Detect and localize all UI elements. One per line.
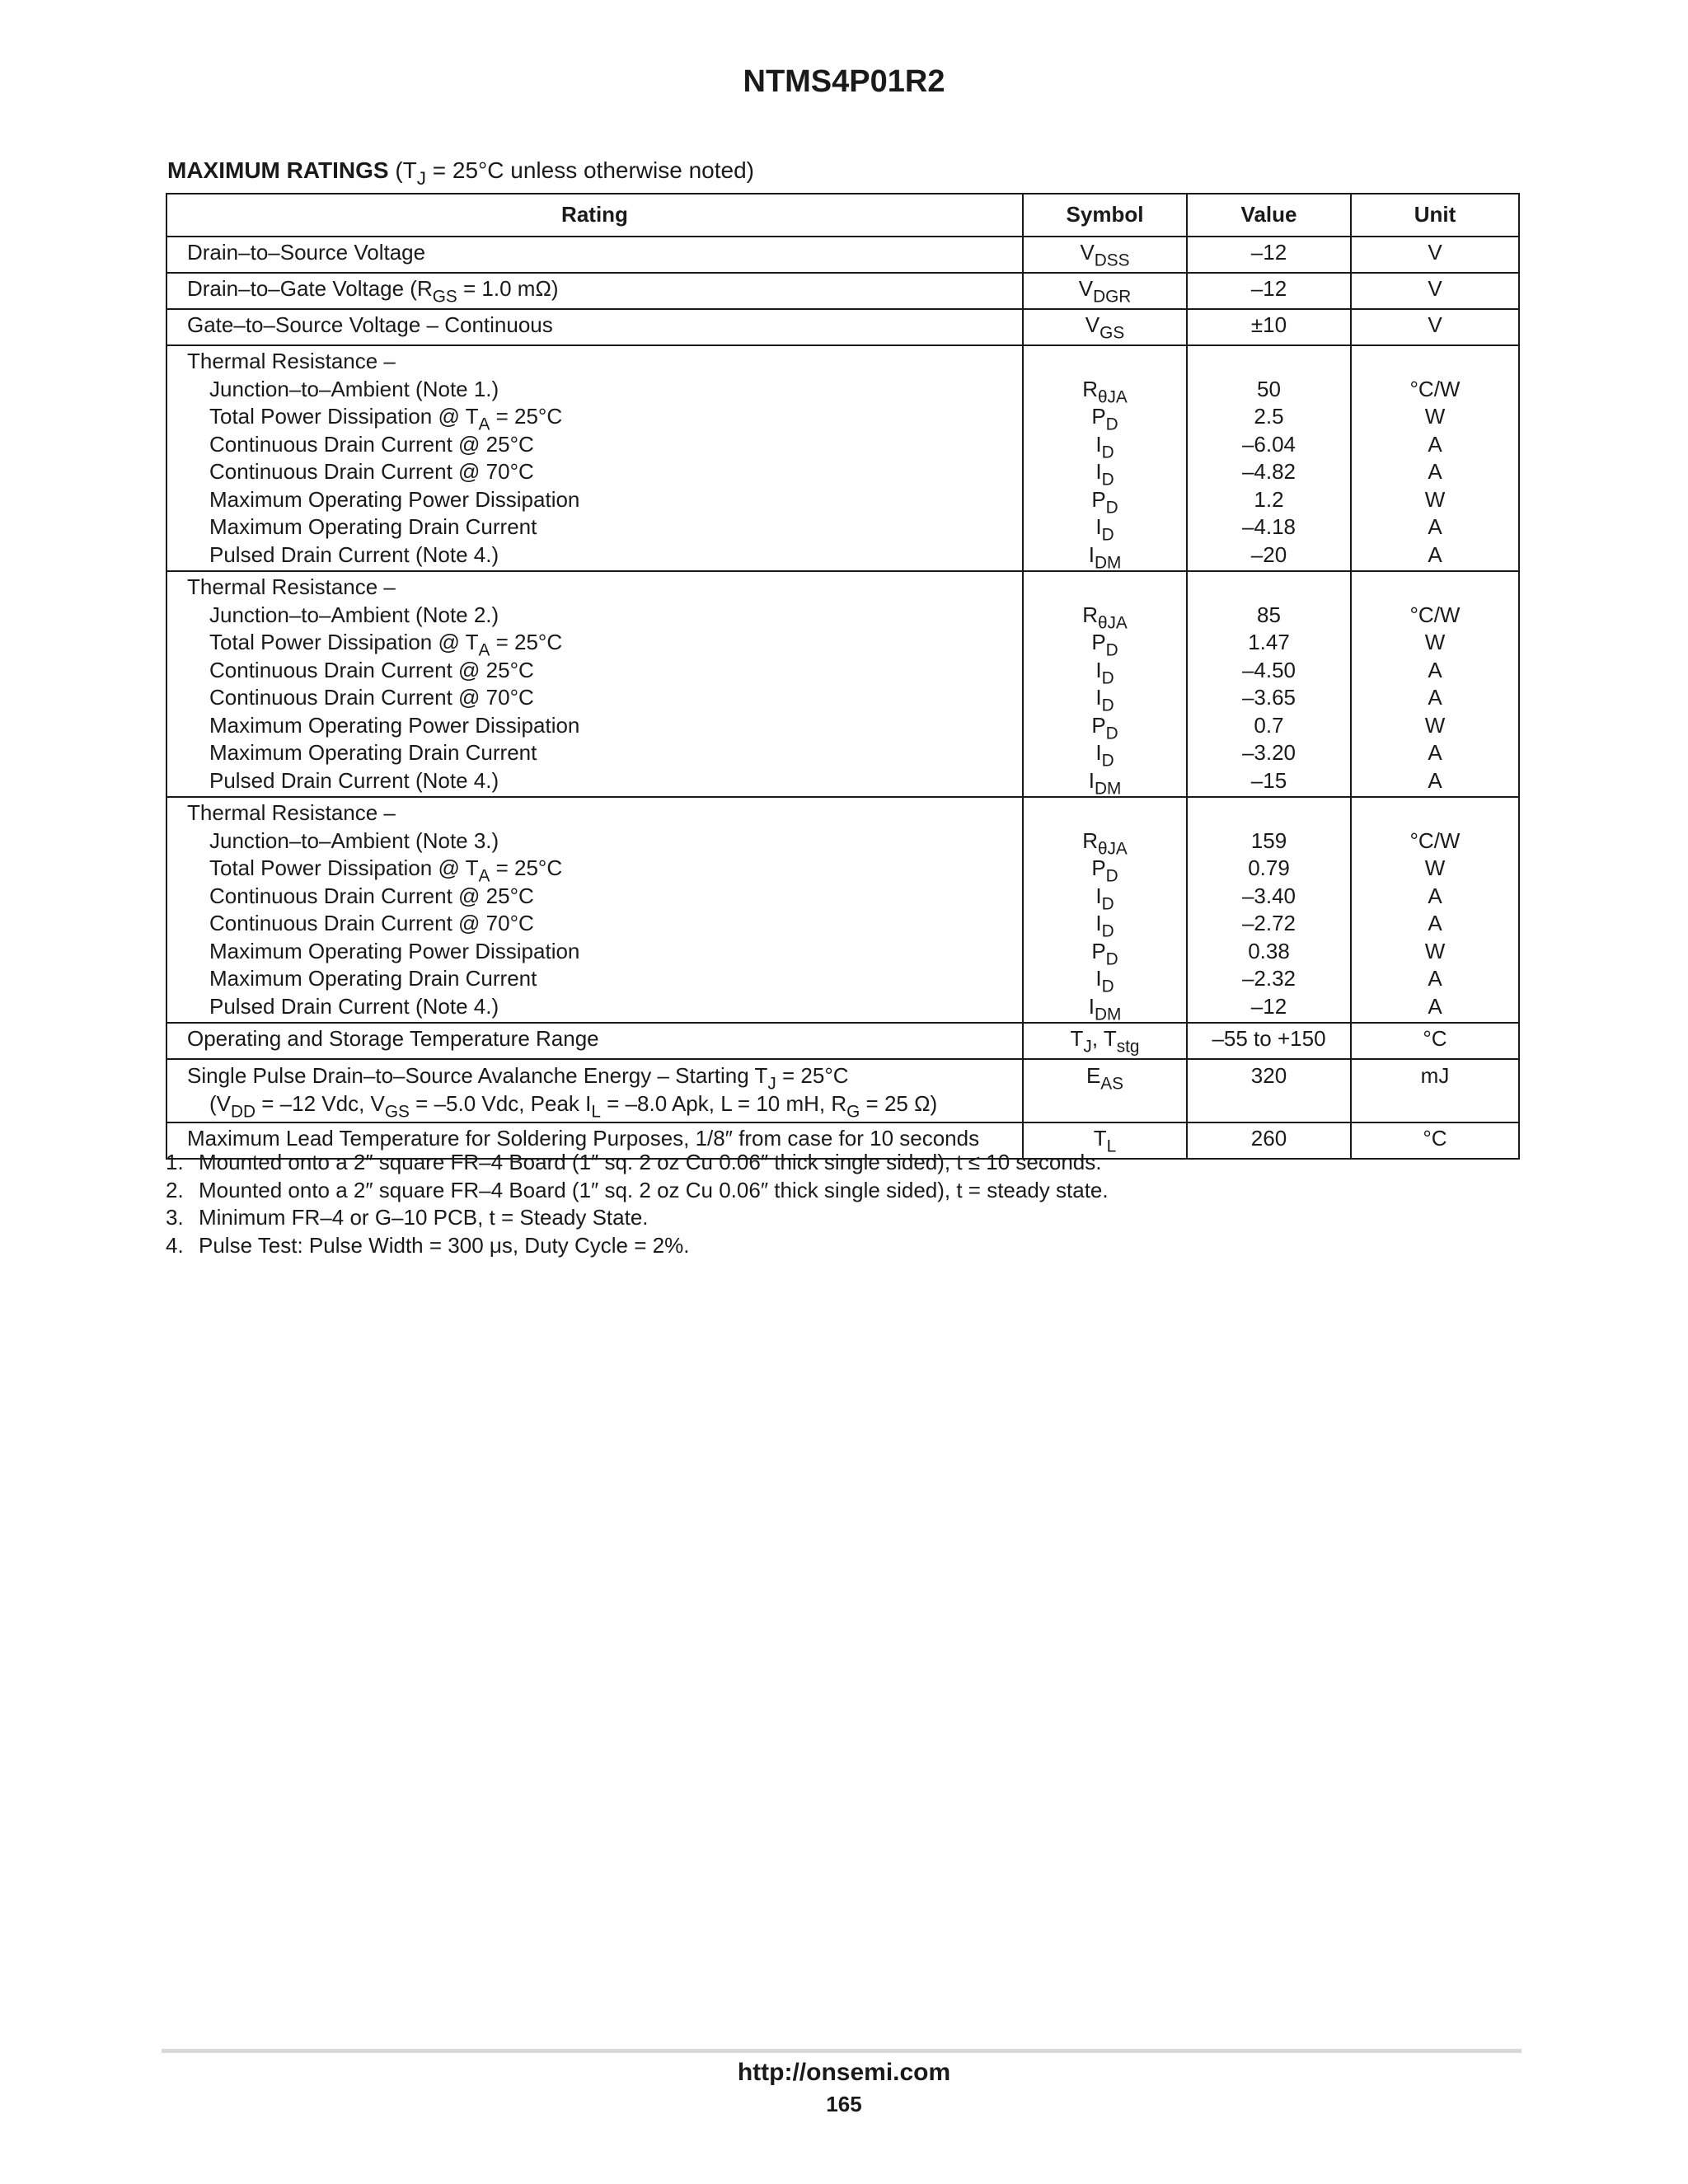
footnote: 1. Mounted onto a 2″ square FR–4 Board (1″ sq. 2 oz Cu 0.06″ thick single sided), t ≤ 10 seconds.	[166, 1150, 1102, 1174]
rating-cell: Maximum Lead Temperature for Soldering Purposes, 1/8″ from case for 10 seconds	[166, 1122, 1023, 1159]
group-heading: Thermal Resistance –	[187, 349, 396, 373]
group-heading: Thermal Resistance –	[187, 574, 396, 599]
maximum-ratings-table	[166, 193, 1520, 1160]
section-condition: ($T_J = 25^\circ C$ unless otherwise noted)	[395, 157, 754, 189]
section-heading	[167, 157, 754, 189]
symbol-cell: $V_{DGR}$	[1023, 273, 1187, 309]
symbol-cell: $R_{\theta JA}$ $P_D$ $I_D$ $I_D$ $P_D$ $I_D$ $I_{DM}$	[1023, 571, 1187, 797]
table-header-row	[166, 194, 1519, 237]
footnote: 4. Pulse Test: Pulse Width = 300 μs, Duty Cycle = 2%.	[166, 1232, 690, 1258]
rating-cell: Thermal Resistance – Junction–to–Ambient (Note 2.) Total Power Dissipation @ $T_A = 25^\circ C$ Continuous Drain Current @ 25°C Continuous Drain Current @ 70°C Maximum Operating Power Dissipation Maximum Operating Drain Current Pulsed Drain Current (Note 4.)	[166, 571, 1023, 797]
rating-cell: Thermal Resistance – Junction–to–Ambient (Note 3.) Total Power Dissipation @ $T_A = 25^\circ C$ Continuous Drain Current @ 25°C Continuous Drain Current @ 70°C Maximum Operating Power Dissipation Maximum Operating Drain Current Pulsed Drain Current (Note 4.)	[166, 797, 1023, 1023]
table-row	[166, 237, 1519, 273]
value-cell: 159 0.79 –3.40 –2.72 0.38 –2.32 –12	[1187, 797, 1351, 1023]
symbol-cell: $R_{\theta JA}$ $P_D$ $I_D$ $I_D$ $P_D$ $I_D$ $I_{DM}$	[1023, 345, 1187, 571]
symbol-cell: $R_{\theta JA}$ $P_D$ $I_D$ $I_D$ $P_D$ $I_D$ $I_{DM}$	[1023, 797, 1187, 1023]
page-number: 165	[826, 2092, 862, 2116]
unit-cell: mJ	[1351, 1059, 1519, 1122]
table-row	[166, 309, 1519, 345]
header-value: Value	[1187, 194, 1351, 237]
unit-cell: °C/W W A A W A A	[1351, 571, 1519, 797]
symbol-cell: $T_L$	[1023, 1122, 1187, 1159]
value-cell: 320	[1187, 1059, 1351, 1122]
footnote: 2. Mounted onto a 2″ square FR–4 Board (1″ sq. 2 oz Cu 0.06″ thick single sided), t = steady state.	[166, 1177, 1109, 1202]
table-row-thermal-group-1	[166, 345, 1519, 571]
unit-cell: V	[1351, 273, 1519, 309]
footer-divider	[162, 2049, 1522, 2053]
value-cell: –55 to +150	[1187, 1023, 1351, 1059]
unit-cell: V	[1351, 237, 1519, 273]
header-rating: Rating	[166, 194, 1023, 237]
value-cell: 50 2.5 –6.04 –4.82 1.2 –4.18 –20	[1187, 345, 1351, 571]
value-cell: 260	[1187, 1122, 1351, 1159]
header-unit: Unit	[1351, 194, 1519, 237]
table-row	[166, 1023, 1519, 1059]
group-heading: Thermal Resistance –	[187, 800, 396, 825]
rating-cell: Operating and Storage Temperature Range	[166, 1023, 1023, 1059]
table-row-thermal-group-3	[166, 797, 1519, 1023]
header-symbol: Symbol	[1023, 194, 1187, 237]
unit-cell: V	[1351, 309, 1519, 345]
symbol-cell: $E_{AS}$	[1023, 1059, 1187, 1122]
page-title: NTMS4P01R2	[743, 64, 945, 99]
value-cell: ±10	[1187, 309, 1351, 345]
value-cell: 85 1.47 –4.50 –3.65 0.7 –3.20 –15	[1187, 571, 1351, 797]
rating-cell: Single Pulse Drain–to–Source Avalanche Energy – Starting $T_J = 25^\circ C$ ($V_{DD} = -12$ Vdc, $V_{GS} = -5.0$ Vdc, Peak $I_L = -8.0$ Apk, L = 10 mH, $R_G = 25$ Ω)	[166, 1059, 1023, 1122]
unit-cell: °C/W W A A W A A	[1351, 797, 1519, 1023]
table-row	[166, 273, 1519, 309]
symbol-cell: $T_J$, $T_{stg}$	[1023, 1023, 1187, 1059]
unit-cell: °C/W W A A W A A	[1351, 345, 1519, 571]
symbol-cell: $V_{GS}$	[1023, 309, 1187, 345]
footnotes	[166, 1149, 1109, 1259]
unit-cell: °C	[1351, 1023, 1519, 1059]
table-row-thermal-group-2	[166, 571, 1519, 797]
rating-cell: Thermal Resistance – Junction–to–Ambient (Note 1.) Total Power Dissipation @ $T_A = 25^\circ C$ Continuous Drain Current @ 25°C Continuous Drain Current @ 70°C Maximum Operating Power Dissipation Maximum Operating Drain Current Pulsed Drain Current (Note 4.)	[166, 345, 1023, 571]
value-cell: –12	[1187, 273, 1351, 309]
section-heading-label: MAXIMUM RATINGS	[167, 157, 389, 183]
rating-cell: Gate–to–Source Voltage – Continuous	[166, 309, 1023, 345]
value-cell: –12	[1187, 237, 1351, 273]
footer-url-link[interactable]: http://onsemi.com	[737, 2059, 951, 2086]
unit-cell: °C	[1351, 1122, 1519, 1159]
symbol-cell: $V_{DSS}$	[1023, 237, 1187, 273]
rating-cell: Drain–to–Gate Voltage ($R_{GS} = 1.0$ mΩ)	[166, 273, 1023, 309]
table-row	[166, 1059, 1519, 1122]
rating-cell: Drain–to–Source Voltage	[166, 237, 1023, 273]
footnote: 3. Minimum FR–4 or G–10 PCB, t = Steady State.	[166, 1205, 649, 1230]
